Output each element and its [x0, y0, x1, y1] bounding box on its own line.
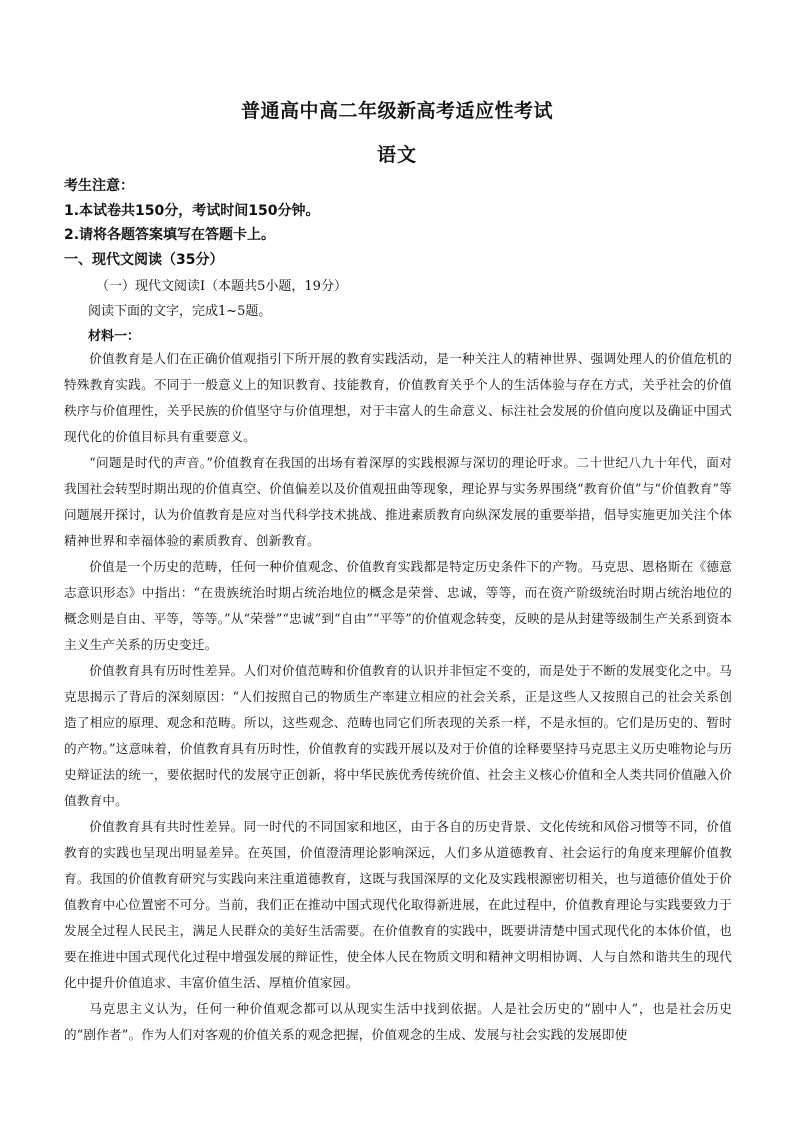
section-heading: 一、现代文阅读（35分）: [64, 252, 224, 268]
reading-passage: [64, 346, 732, 1048]
passage-paragraph-3: 价值是一个历史的范畴，任何一种价值观念、价值教育实践都是特定历史条件下的产物。马克思、恩格斯在《德意志意识形态》中指出：“在贵族统治时期占统治地位的概念是荣誉、忠诚，等等，而在资产阶级统治时期占统治地位的概念则是自由、平等，等等。”从“荣誉”“忠诚”到“自由”“平等”的价值观念转变，反映的是从封建等级制生产关系到资本主义生产关系的历史变迁。: [64, 559, 732, 652]
section-subheading: （一）现代文阅读Ⅰ（本题共5小题，19分）: [96, 279, 347, 294]
notice-heading: 考生注意：: [64, 178, 134, 194]
exam-title: 普通高中高二年级新高考适应性考试: [240, 100, 553, 122]
exam-subject: 语文: [376, 144, 417, 166]
passage-paragraph-5: 价值教育具有共时性差异。同一时代的不同国家和地区，由于各自的历史背景、文化传统和风俗习惯等不同，价值教育的实践也呈现出明显差异。在英国，价值澄清理论影响深远，人们多从道德教育、社会运行的角度来理解价值教育。我国的价值教育研究与实践向来注重道德教育，这既与我国深厚的文化及实践根源密切相关，也与道德价值处于价值教育中心位置密不可分。当前，我们正在推动中国式现代化取得新进展，在此过程中，价值教育理论与实践要致力于发展全过程人民民主，满足人民群众的美好生活需要。在价值教育的实践中，既要讲清楚中国式现代化的本体价值，也要在推进中国式现代化过程中增强发展的辩证性，使全体人民在物质文明和精神文明相协调、人与自然和谐共生的现代化中提升价值追求、丰富价值生活、厚植价值家园。: [64, 819, 732, 990]
reading-instruction: 阅读下面的文字，完成1~5题。: [88, 304, 272, 319]
passage-paragraph-2: “问题是时代的声音。”价值教育在我国的出场有着深厚的实践根源与深切的理论吁求。二十世纪八九十年代，面对我国社会转型时期出现的价值真空、价值偏差以及价值观扭曲等现象，理论界与实务界围绕“教育价值”与“价值教育”等问题展开探讨，认为价值教育是应对当代科学技术挑战、推进素质教育向纵深发展的重要举措，倡导实施更加关注个体精神世界和幸福体验的素质教育、创新教育。: [64, 455, 732, 548]
passage-paragraph-1: 价值教育是人们在正确价值观指引下所开展的教育实践活动，是一种关注人的精神世界、强调处理人的价值危机的特殊教育实践。不同于一般意义上的知识教育、技能教育，价值教育关乎个人的生活体验与存在方式，关乎社会的价值秩序与价值理性，关乎民族的价值坚守与价值理想，对于丰富人的生命意义、标注社会发展的价值向度以及确证中国式现代化的价值目标具有重要意义。: [64, 351, 732, 444]
material-label: 材料一：: [88, 329, 141, 344]
notice-item-2: 2.请将各题答案填写在答题卡上。: [64, 227, 276, 243]
passage-paragraph-4: 价值教育具有历时性差异。人们对价值范畴和价值教育的认识并非恒定不变的，而是处于不断的发展变化之中。马克思揭示了背后的深刻原因：“人们按照自己的物质生产率建立相应的社会关系，正是这些人又按照自己的社会关系创造了相应的原理、观念和范畴。所以，这些观念、范畴也同它们所表现的关系一样，不是永恒的。它们是历史的、暂时的产物。”这意味着，价值教育具有历时性，价值教育的实践开展以及对于价值的诠释要坚持马克思主义历史唯物论与历史辩证法的统一，要依据时代的发展守正创新，将中华民族优秀传统价值、社会主义核心价值和全人类共同价值融入价值教育中。: [64, 663, 732, 808]
passage-paragraph-6: 马克思主义认为，任何一种价值观念都可以从现实生活中找到依据。人是社会历史的“剧中人”，也是社会历史的“剧作者”。作为人们对客观的价值关系的观念把握，价值观念的生成、发展与社会实践的发展即使: [64, 1001, 732, 1042]
notice-item-1: 1.本试卷共150分，考试时间150分钟。: [64, 203, 320, 219]
